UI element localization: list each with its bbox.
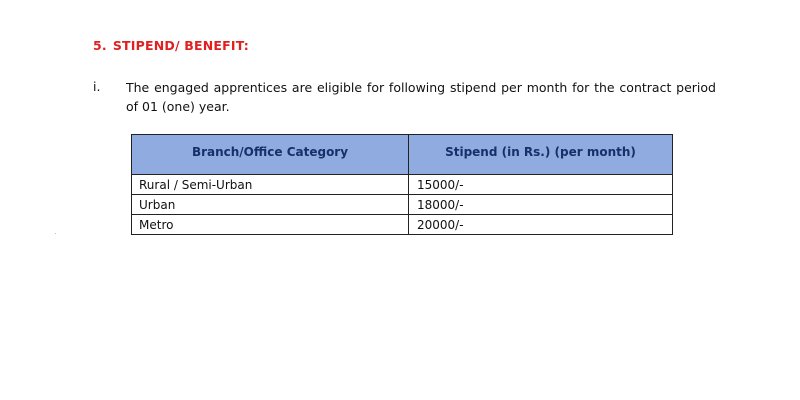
table-row [132, 195, 673, 215]
table-row [132, 215, 673, 235]
section-heading [93, 38, 249, 53]
column-header-stipend: Stipend (in Rs.) (per month) [409, 135, 673, 175]
stipend-table [131, 134, 673, 235]
table-header-row [132, 135, 673, 175]
cell-category: Urban [132, 195, 409, 215]
section-title: STIPEND/ BENEFIT: [112, 38, 249, 53]
paragraph-text: The engaged apprentices are eligible for following stipend per month for the contract period of 01 (one) year. [126, 80, 716, 114]
cell-stipend: 15000/- [409, 175, 673, 195]
stray-dot [55, 233, 56, 234]
table-row [132, 175, 673, 195]
list-marker: i. [93, 79, 101, 94]
cell-stipend: 20000/- [409, 215, 673, 235]
cell-stipend: 18000/- [409, 195, 673, 215]
section-number: 5. [93, 38, 107, 53]
cell-category: Metro [132, 215, 409, 235]
column-header-category: Branch/Office Category [132, 135, 409, 175]
cell-category: Rural / Semi-Urban [132, 175, 409, 195]
